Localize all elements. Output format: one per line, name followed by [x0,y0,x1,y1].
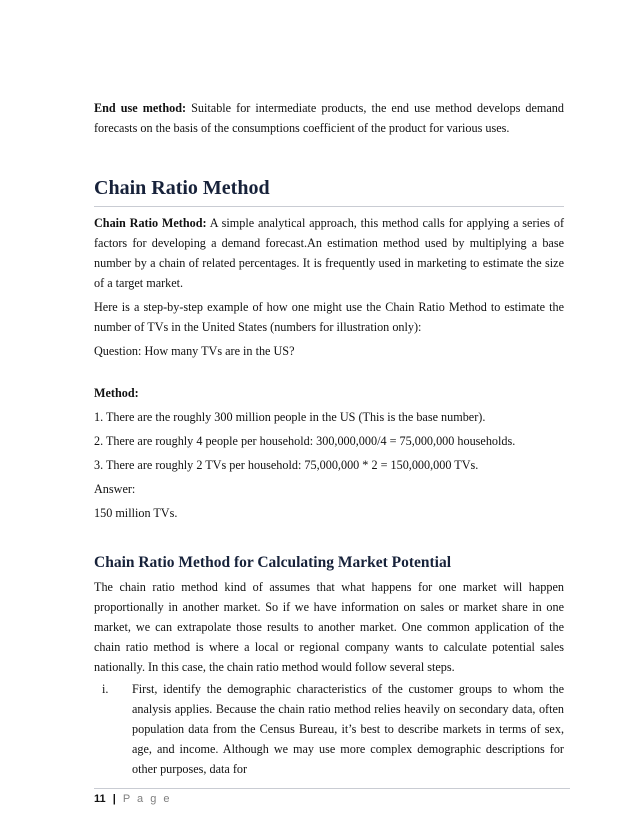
step-2: 2. There are roughly 4 people per household: 300,000,000/4 = 75,000,000 households. [94,434,516,448]
answer-label: Answer: [94,482,136,496]
question-text: Question: How many TVs are in the US? [94,344,295,358]
answer-text: 150 million TVs. [94,506,178,520]
end-use-paragraph [94,98,564,138]
list-numeral: i. [102,682,109,696]
page-footer [94,788,570,805]
steps-list [94,679,564,779]
step-1: 1. There are the roughly 300 million people in the US (This is the base number). [94,410,486,424]
list-item-text: First, identify the demographic characteristics of the customer groups to whom the analysis applies. Because the chain ratio method relies heavily on secondary data, often population data from the Census Bureau, it’s best to describe markets in terms of sex, age, and income. Although we may use more complex demographic descriptions for other purposes, data for [132,682,564,776]
method-label-text: Method: [94,386,139,400]
list-item [94,679,564,779]
market-potential-paragraph: The chain ratio method kind of assumes that what happens for one market will happen proportionally in another market. So if we have information on sales or market share in one market, we can extrapolate those results to another market. One common application of the chain ratio method is where a local or regional company wants to calculate potential sales nationally. In this case, the chain ratio method would follow several steps. [94,580,564,674]
page-content [94,98,564,779]
end-use-label: End use method: [94,101,187,115]
market-potential-heading: Chain Ratio Method for Calculating Market Potential [94,554,452,571]
chain-ratio-definition-text: A simple analytical approach, this method calls for applying a series of factors for developing a demand forecast.An estimation method used by multiplying a base number by a chain of related percentages. It is frequently used in marketing to estimate the size of a target market. [94,216,565,290]
chain-ratio-definition [94,213,564,293]
footer-separator: | [112,793,116,805]
chain-ratio-label: Chain Ratio Method: [94,216,207,230]
chain-ratio-heading: Chain Ratio Method [94,176,564,207]
example-paragraph: Here is a step-by-step example of how one might use the Chain Ratio Method to estimate the number of TVs in the United States (numbers for illustration only): [94,300,564,334]
page-number: 11 [94,793,106,805]
end-use-text: Suitable for intermediate products, the end use method develops demand forecasts on the basis of the consumptions coefficient of the product for various uses. [94,101,564,135]
step-3: 3. There are roughly 2 TVs per household: 75,000,000 * 2 = 150,000,000 TVs. [94,458,479,472]
page-label: P a g e [122,793,172,805]
method-label [94,383,564,403]
